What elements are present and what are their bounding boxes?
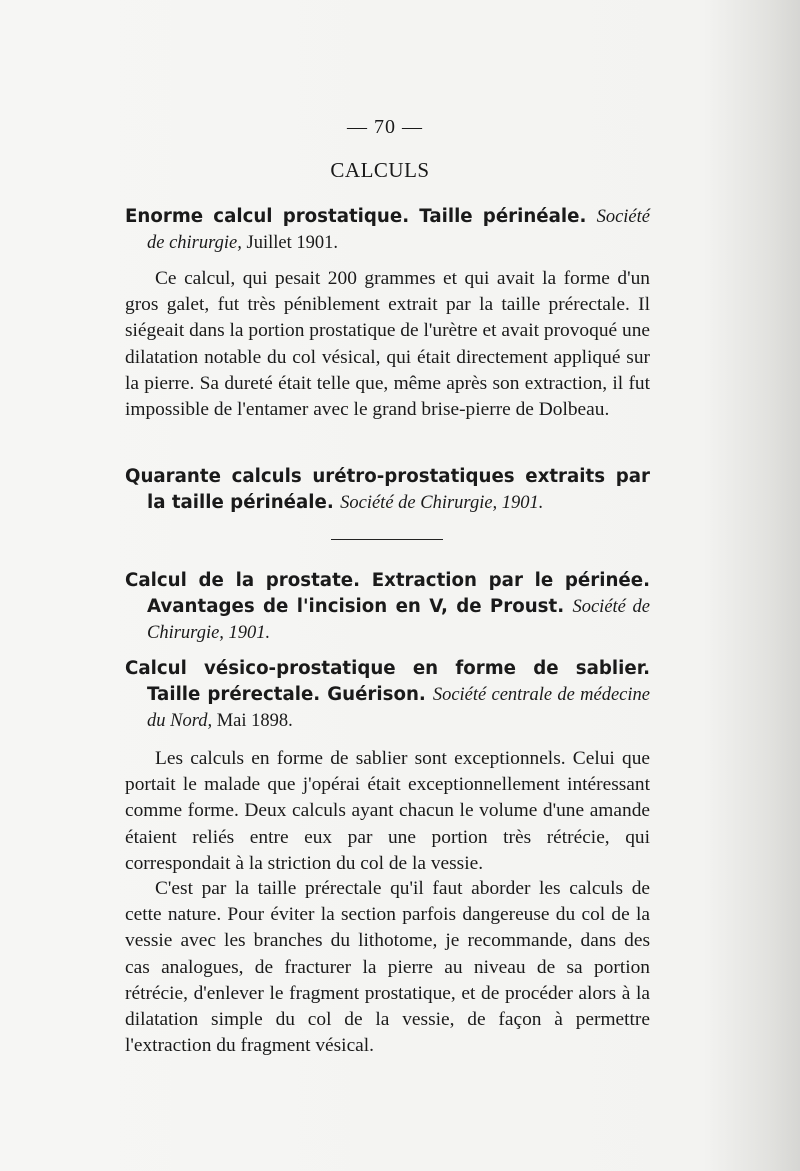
paragraph-2: [125, 746, 650, 877]
entry-reference: Société de Chirurgie, 1901.: [147, 597, 650, 643]
page-number: — 70 —: [347, 116, 423, 138]
separator-rule: [331, 539, 443, 540]
entry-heading-1: [125, 204, 650, 256]
entry-heading-4: [125, 656, 650, 734]
entry-reference: Société de Chirurgie, 1901.: [340, 493, 544, 513]
body-paragraph: Ce calcul, qui pesait 200 grammes et qui avait la forme d'un gros galet, fut très péniblement extrait par la taille prérectale. Il siégeait dans la portion prostatique de l'urètre et avait provoqué une dilatation notable du col vésical, qui était directement appliqué sur la pierre. Sa dureté était telle que, même après son extraction, il fut impossible de l'entamer avec le grand brise-pierre de Dolbeau.: [125, 268, 650, 421]
paragraph-1: [125, 266, 650, 423]
entry-title: Calcul de la prostate. Extraction par le périnée. Avantages de l'incision en V, de Proust.: [125, 570, 650, 617]
entry-reference: Société centrale de médecine du Nord,: [147, 685, 650, 731]
entry-heading-2: [125, 464, 650, 516]
paragraph-3: [125, 876, 650, 1059]
entry-date: Juillet 1901.: [241, 233, 338, 253]
entry-title: Quarante calculs urétro-prostatiques extraits par la taille périnéale.: [125, 466, 650, 513]
entry-reference: Société de chirurgie,: [147, 207, 650, 253]
entry-title: Calcul vésico-prostatique en forme de sablier. Taille prérectale. Guérison.: [125, 658, 650, 705]
entry-heading-3: [125, 568, 650, 646]
entry-date: Mai 1898.: [212, 711, 293, 731]
entry-title: Enorme calcul prostatique. Taille périnéale.: [125, 206, 587, 227]
section-title: CALCULS: [330, 158, 430, 182]
body-paragraph: Les calculs en forme de sablier sont exceptionnels. Celui que portait le malade que j'opérai était exceptionnellement intéressant comme forme. Deux calculs ayant chacun le volume d'une amande étaient reliés entre eux par une portion très rétrécie, qui correspondait à la striction du col de la vessie.: [125, 748, 650, 874]
body-paragraph: C'est par la taille prérectale qu'il faut aborder les calculs de cette nature. Pour éviter la section parfois dangereuse du col de la vessie avec les branches du lithotome, je recommande, dans des cas analogues, de fracturer la pierre au niveau de sa portion rétrécie, d'enlever le fragment prostatique, et de procéder alors à la dilatation simple du col de la vessie, de façon à permettre l'extraction du fragment vésical.: [125, 878, 650, 1057]
